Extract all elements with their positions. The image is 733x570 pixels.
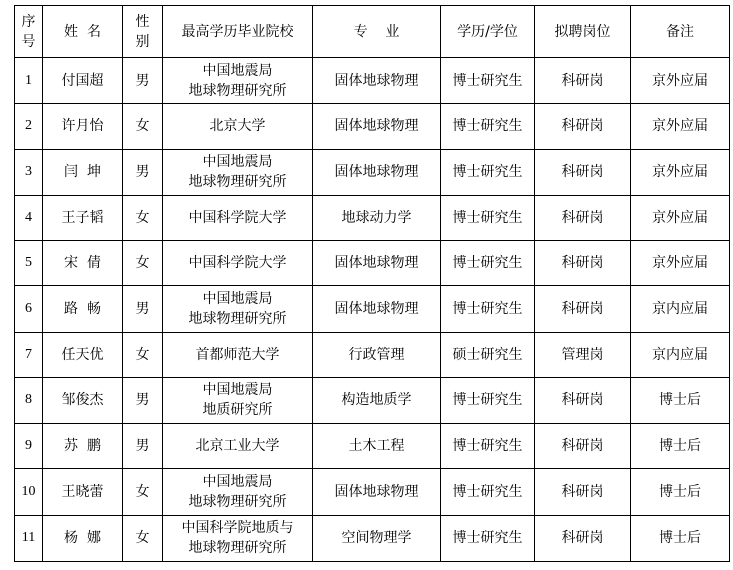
cell-school-line: 北京大学 (209, 118, 266, 135)
cell-index: 5 (15, 241, 43, 286)
cell-school (163, 58, 313, 104)
cell-note: 京外应届 (631, 104, 730, 149)
cell-major: 空间物理学 (313, 515, 441, 561)
cell-gender: 女 (123, 515, 163, 561)
cell-name: 宋 倩 (43, 241, 123, 286)
cell-name: 苏 鹏 (43, 424, 123, 469)
cell-name: 邹俊杰 (43, 377, 123, 423)
table-row (15, 332, 730, 377)
cell-note: 京外应届 (631, 149, 730, 195)
cell-degree: 博士研究生 (441, 195, 535, 240)
cell-index: 2 (15, 104, 43, 149)
header-index (15, 6, 43, 58)
header-gender-line-2: 别 (135, 33, 150, 50)
cell-note: 京外应届 (631, 241, 730, 286)
cell-note: 博士后 (631, 424, 730, 469)
table-row (15, 515, 730, 561)
cell-gender: 女 (123, 241, 163, 286)
cell-school-line: 首都师范大学 (195, 346, 280, 363)
header-gender (123, 6, 163, 58)
table-row (15, 377, 730, 423)
cell-position: 科研岗 (535, 424, 631, 469)
header-name: 姓 名 (43, 6, 123, 58)
cell-school-line: 地球物理研究所 (188, 494, 287, 511)
cell-index: 7 (15, 332, 43, 377)
cell-school (163, 469, 313, 515)
cell-position: 科研岗 (535, 286, 631, 332)
cell-name: 许月怡 (43, 104, 123, 149)
cell-gender: 男 (123, 286, 163, 332)
cell-degree: 博士研究生 (441, 424, 535, 469)
table-row (15, 424, 730, 469)
header-index-line-2: 号 (21, 33, 36, 50)
cell-position: 科研岗 (535, 149, 631, 195)
cell-school (163, 104, 313, 149)
cell-name: 王子韬 (43, 195, 123, 240)
cell-index: 4 (15, 195, 43, 240)
cell-school-line: 地球物理研究所 (188, 310, 287, 327)
cell-degree: 博士研究生 (441, 241, 535, 286)
cell-degree: 博士研究生 (441, 149, 535, 195)
table-body (15, 58, 730, 562)
cell-gender: 女 (123, 332, 163, 377)
header-school: 最高学历毕业院校 (163, 6, 313, 58)
cell-index: 3 (15, 149, 43, 195)
cell-degree: 博士研究生 (441, 58, 535, 104)
cell-school-line: 中国地震局 (202, 290, 273, 307)
header-gender-line-1: 性 (135, 13, 150, 30)
cell-degree: 博士研究生 (441, 515, 535, 561)
cell-position: 科研岗 (535, 377, 631, 423)
cell-school-line: 中国科学院大学 (188, 255, 287, 272)
cell-school-line: 中国地震局 (202, 474, 273, 491)
table-row (15, 286, 730, 332)
cell-school (163, 377, 313, 423)
cell-gender: 男 (123, 58, 163, 104)
cell-name: 王晓蕾 (43, 469, 123, 515)
cell-position: 科研岗 (535, 195, 631, 240)
cell-note: 博士后 (631, 469, 730, 515)
cell-position: 科研岗 (535, 104, 631, 149)
cell-major: 固体地球物理 (313, 469, 441, 515)
cell-position: 管理岗 (535, 332, 631, 377)
cell-school (163, 149, 313, 195)
cell-gender: 女 (123, 195, 163, 240)
cell-major: 固体地球物理 (313, 149, 441, 195)
cell-index: 6 (15, 286, 43, 332)
cell-school (163, 195, 313, 240)
cell-school-line: 中国地震局 (202, 382, 273, 399)
table-row (15, 104, 730, 149)
cell-position: 科研岗 (535, 469, 631, 515)
cell-index: 9 (15, 424, 43, 469)
cell-gender: 男 (123, 149, 163, 195)
cell-school-line: 地球物理研究所 (188, 540, 287, 557)
cell-note: 京外应届 (631, 195, 730, 240)
cell-name: 闫 坤 (43, 149, 123, 195)
header-note: 备注 (631, 6, 730, 58)
cell-major: 行政管理 (313, 332, 441, 377)
cell-gender: 女 (123, 469, 163, 515)
cell-index: 1 (15, 58, 43, 104)
cell-school-line: 北京工业大学 (195, 438, 280, 455)
cell-school-line: 中国地震局 (202, 62, 273, 79)
cell-major: 地球动力学 (313, 195, 441, 240)
cell-school (163, 241, 313, 286)
cell-school-line: 地球物理研究所 (188, 82, 287, 99)
cell-position: 科研岗 (535, 241, 631, 286)
table-row (15, 58, 730, 104)
cell-position: 科研岗 (535, 58, 631, 104)
cell-gender: 男 (123, 424, 163, 469)
cell-position: 科研岗 (535, 515, 631, 561)
header-index-line-1: 序 (21, 13, 36, 30)
cell-school (163, 515, 313, 561)
cell-major: 构造地质学 (313, 377, 441, 423)
cell-degree: 硕士研究生 (441, 332, 535, 377)
cell-degree: 博士研究生 (441, 377, 535, 423)
cell-name: 路 畅 (43, 286, 123, 332)
table-row (15, 195, 730, 240)
table-row (15, 149, 730, 195)
cell-gender: 女 (123, 104, 163, 149)
cell-school (163, 286, 313, 332)
header-position: 拟聘岗位 (535, 6, 631, 58)
cell-note: 京内应届 (631, 332, 730, 377)
cell-school (163, 332, 313, 377)
header-major: 专 业 (313, 6, 441, 58)
cell-major: 固体地球物理 (313, 104, 441, 149)
cell-note: 京内应届 (631, 286, 730, 332)
cell-degree: 博士研究生 (441, 286, 535, 332)
header-degree: 学历/学位 (441, 6, 535, 58)
cell-school-line: 中国科学院大学 (188, 209, 287, 226)
cell-name: 任天优 (43, 332, 123, 377)
cell-school-line: 地质研究所 (202, 402, 273, 419)
cell-major: 固体地球物理 (313, 241, 441, 286)
cell-note: 京外应届 (631, 58, 730, 104)
table-row (15, 469, 730, 515)
cell-degree: 博士研究生 (441, 104, 535, 149)
cell-school-line: 中国科学院地质与 (181, 520, 294, 537)
cell-index: 8 (15, 377, 43, 423)
cell-major: 土木工程 (313, 424, 441, 469)
cell-school (163, 424, 313, 469)
cell-degree: 博士研究生 (441, 469, 535, 515)
cell-school-line: 中国地震局 (202, 154, 273, 171)
cell-school-line: 地球物理研究所 (188, 174, 287, 191)
cell-note: 博士后 (631, 377, 730, 423)
cell-gender: 男 (123, 377, 163, 423)
header-row (15, 6, 730, 58)
cell-note: 博士后 (631, 515, 730, 561)
cell-major: 固体地球物理 (313, 58, 441, 104)
candidate-table (14, 5, 730, 562)
cell-index: 11 (15, 515, 43, 561)
cell-name: 付国超 (43, 58, 123, 104)
cell-name: 杨 娜 (43, 515, 123, 561)
cell-index: 10 (15, 469, 43, 515)
cell-major: 固体地球物理 (313, 286, 441, 332)
table-row (15, 241, 730, 286)
